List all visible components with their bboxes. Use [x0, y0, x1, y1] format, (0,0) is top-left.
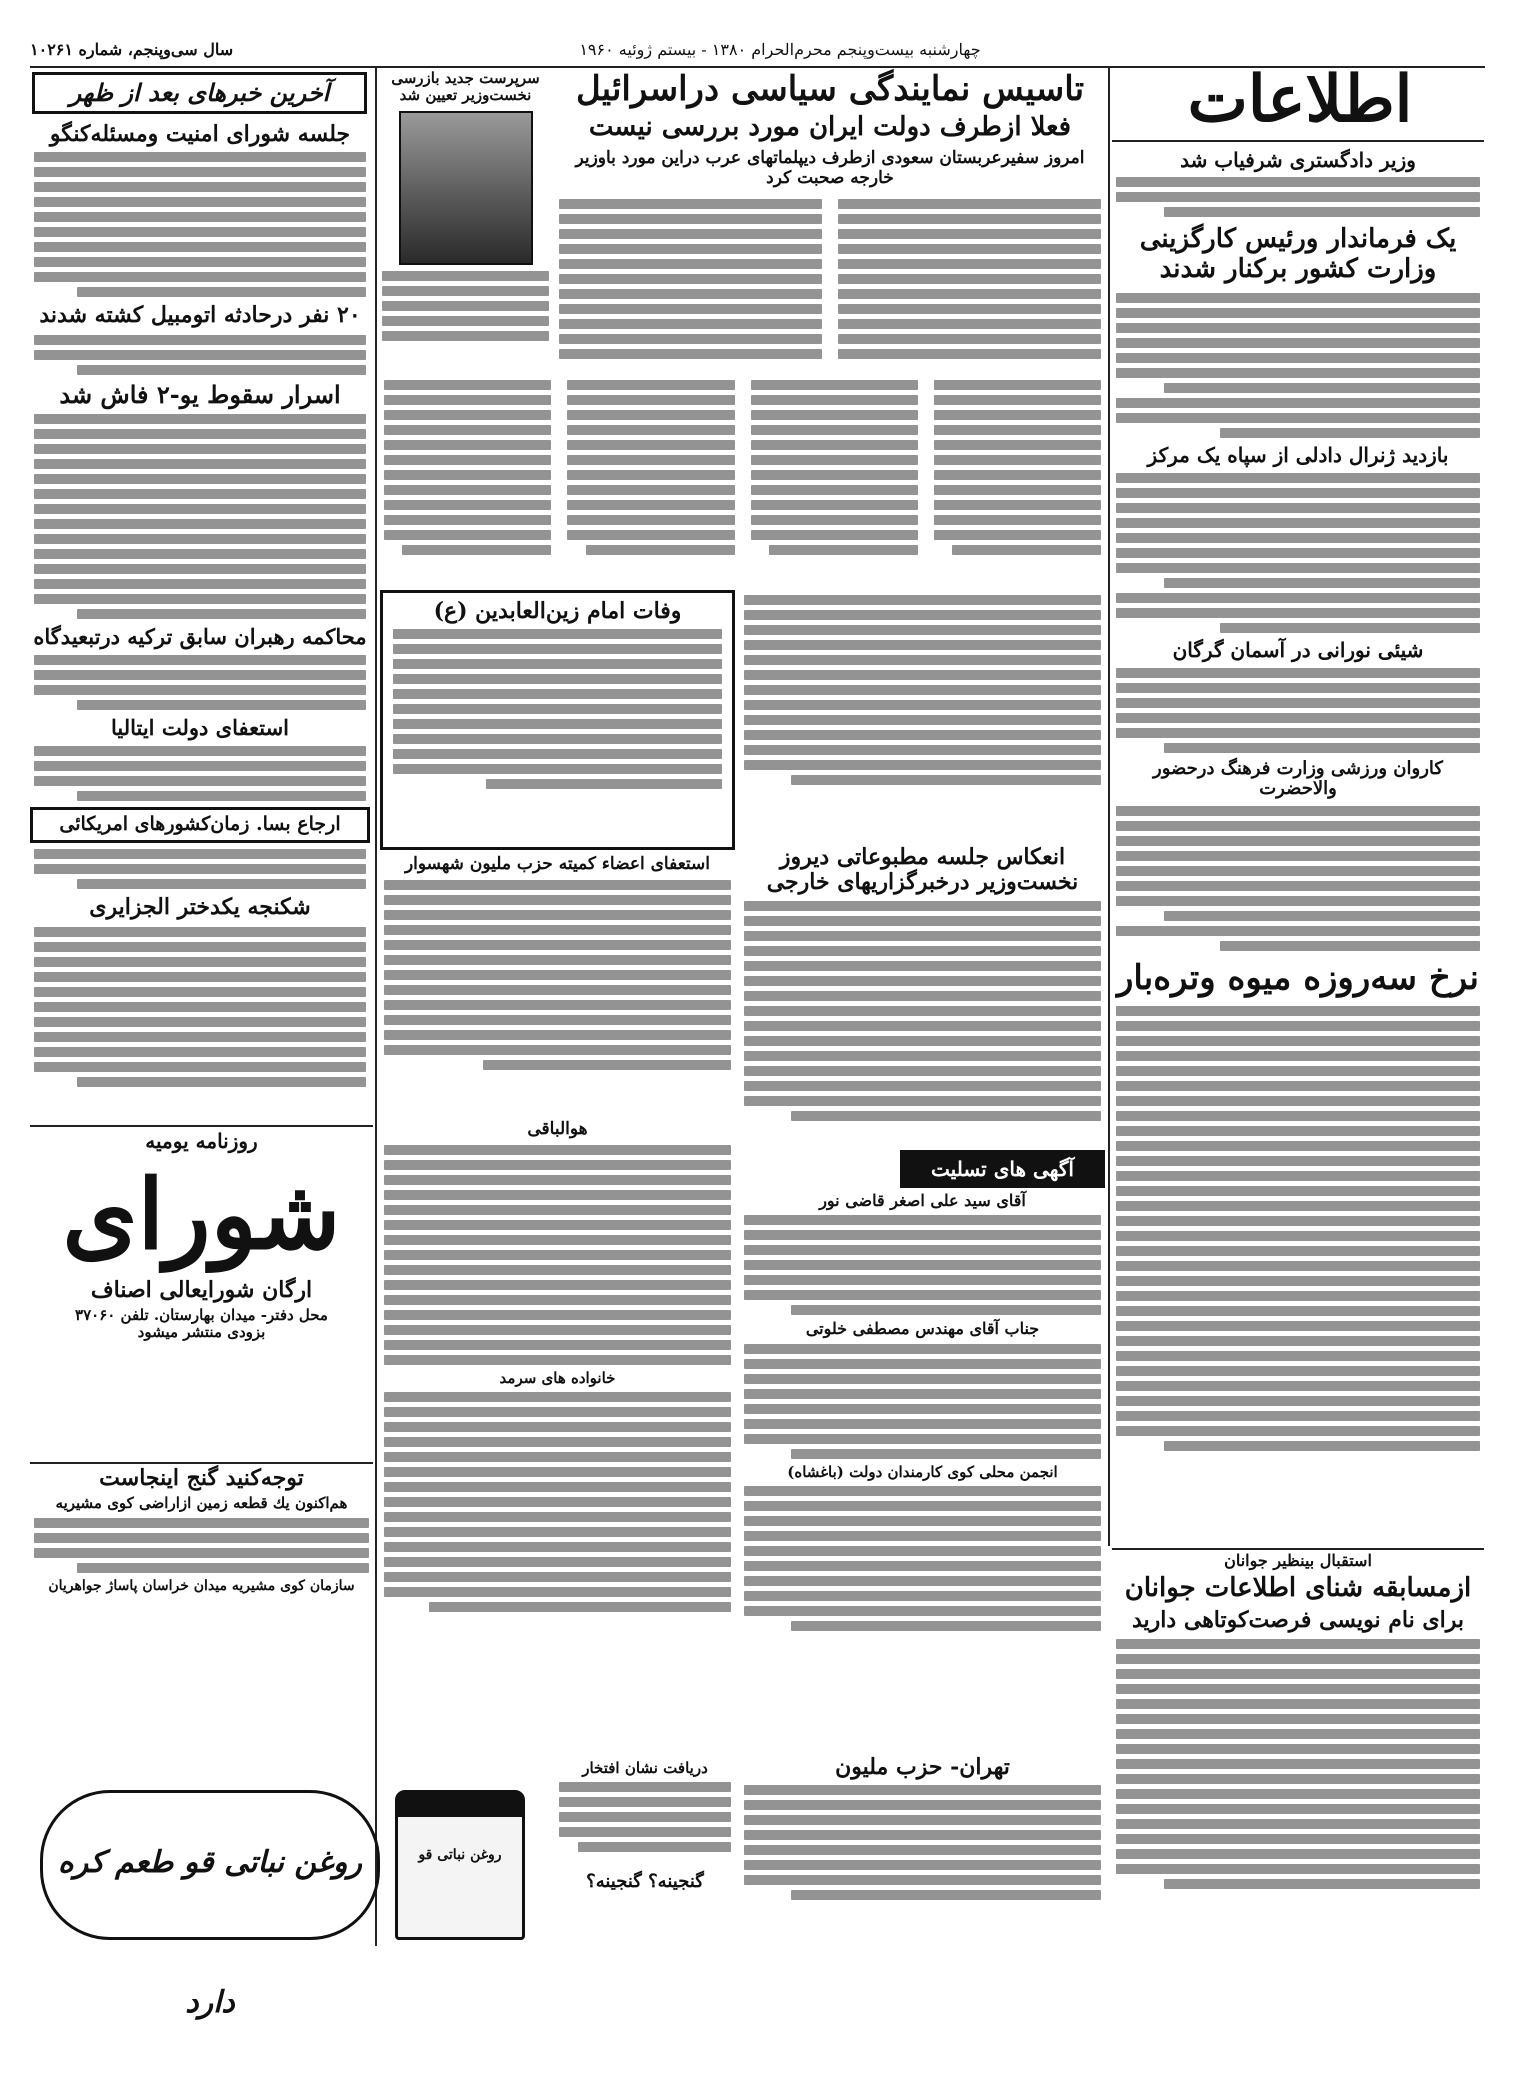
left-headline-5: استعفای دولت ایتالیا — [110, 715, 290, 741]
land-ad-subtitle: هم‌اکنون یك قطعه زمین ازاراضی کوی مشیریه — [55, 1494, 348, 1513]
masthead-logo: اطلاعات — [1187, 62, 1413, 137]
medal-notice — [555, 1760, 735, 1945]
swim-contest — [1112, 1552, 1484, 1947]
swim-deck: برای نام نویسی فرصت‌کوتاهی دارید — [1132, 1607, 1464, 1634]
swim-kicker: استقبال بینظیر جوانان — [1224, 1551, 1372, 1570]
center-right-text — [740, 590, 1105, 840]
party-title: استعفای اعضاء کمیته حزب ملیون شهسوار — [404, 854, 711, 874]
obituary-box — [380, 590, 735, 850]
headline-justice-minister: وزیر دادگستری شرفیاب شد — [1180, 148, 1416, 172]
land-advert — [30, 1466, 373, 1676]
headline-ufo-gorgan: شیئی نورانی در آسمان گرگان — [1172, 637, 1424, 662]
land-ad-title: توجه‌کنید گنج اینجاست — [99, 1465, 304, 1491]
press-story — [740, 845, 1105, 1145]
lead-deck: امروز سفیرعربستان سعودی ازطرف دیپلماتهای عرب دراین مورد باوزیر خارجه صحبت کرد — [575, 147, 1085, 188]
swim-headline: ازمسابقه شنای اطلاعات جوانان — [1124, 1573, 1472, 1604]
shora-logo: شورای — [62, 1158, 341, 1271]
shora-subtitle: ارگان شورایعالی اصناف — [90, 1276, 313, 1303]
press-title-1: انعکاس جلسه مطبوعاتی دیروز — [779, 844, 1066, 870]
headline-fruit-prices: نرخ سه‌روزه میوه وتره‌بار — [1116, 958, 1479, 999]
left-headline-1: جلسه شورای امنیت ومسئله‌کنگو — [49, 121, 351, 147]
land-ad-footer: سازمان کوی مشیریه میدان خراسان پاساژ جواهریان — [48, 1577, 355, 1594]
portrait-photo — [399, 111, 533, 265]
daily-label: روزنامه یومیه — [145, 1129, 258, 1153]
left-headline-2: ۲۰ نفر درحادثه اتومبیل کشته شدند — [39, 302, 361, 329]
party-notice — [740, 1755, 1105, 1945]
photo-caption-2: نخست‌وزیر تعیین شد — [399, 86, 532, 105]
left-headline-3: اسرار سقوط یو-۲ فاش شد — [59, 379, 341, 409]
headline-general-visit: بازدید ژنرال دادلی از سپاه یک مرکز — [1147, 442, 1449, 467]
headline-governor-dismissed: یک فرماندار ورئیس کارگزینی وزارت کشور برکنار شدند — [1139, 224, 1457, 284]
lead-story — [555, 70, 1105, 370]
photo-caption-block — [378, 70, 553, 370]
left-column-news — [30, 118, 370, 1118]
can-label: روغن نباتی قو — [418, 1847, 502, 1863]
photo-caption-1: سرپرست جدید بازرسی — [391, 69, 540, 87]
obituary-title: وفات امام زین‌العابدین (ع) — [433, 598, 682, 624]
oil-can-illustration — [395, 1790, 525, 1940]
headline-sports-caravan: کاروان ورزشی وزارت فرهنگ درحضور والاحضرت — [1153, 757, 1443, 800]
lead-title: تاسیس نمایندگی سیاسی دراسرائیل — [575, 69, 1085, 109]
notice-4: تهران- حزب ملیون — [835, 1754, 1010, 1780]
lead-subtitle: فعلا ازطرف دولت ایران مورد بررسی نیست — [588, 112, 1072, 143]
left-headline-7: شکنجه یکدختر الجزایری — [89, 894, 311, 921]
notice-3: انجمن محلی کوی کارمندان دولت (باغشاه) — [787, 1462, 1058, 1481]
oil-slogan: روغن نباتی قو طعم کره دارد — [40, 1790, 380, 1940]
memorial-title: هوالباقی — [527, 1119, 588, 1139]
party-story — [380, 855, 735, 1115]
left-headline-4: محاکمه رهبران سابق ترکیه درتبعیدگاه — [33, 624, 367, 650]
condolence-notices — [740, 1192, 1105, 1752]
right-column — [1112, 145, 1484, 1545]
notice-2: جناب آقای مهندس مصطفی خلوتی — [805, 1319, 1040, 1339]
shora-advert — [30, 1130, 373, 1460]
center-body-text — [380, 375, 1105, 585]
left-headline-6: ارجاع بسا. زمان‌کشورهای امریکائی — [30, 807, 370, 843]
press-title-2: نخست‌وزیر درخبرگزاریهای خارجی — [766, 869, 1079, 896]
shora-note: بزودی منتشر میشود — [137, 1323, 266, 1342]
shora-address: محل دفتر- میدان بهارستان. تلفن ۳۷۰۶۰ — [75, 1306, 328, 1325]
notice-1: آقای سید علی اصغر قاضی نور — [819, 1191, 1026, 1210]
family-title: خانواده های سرمد — [499, 1368, 616, 1387]
date-line: چهارشنبه بیست‌وپنجم محرم‌الحرام ۱۳۸۰ - بیستم ژوئیه ۱۹۶۰ — [579, 40, 981, 59]
volume-line: سال سی‌وپنجم، شماره ۱۰۲۶۱ — [30, 40, 234, 59]
notice-6: گنجینه؟ گنجینه؟ — [586, 1871, 704, 1893]
latest-news-banner: آخرین خبرهای بعد از ظهر — [32, 72, 367, 114]
notice-5: دریافت نشان افتخار — [582, 1759, 708, 1777]
condolence-label: آگهی های تسلیت — [900, 1150, 1105, 1188]
memorial-notices — [380, 1120, 735, 1720]
